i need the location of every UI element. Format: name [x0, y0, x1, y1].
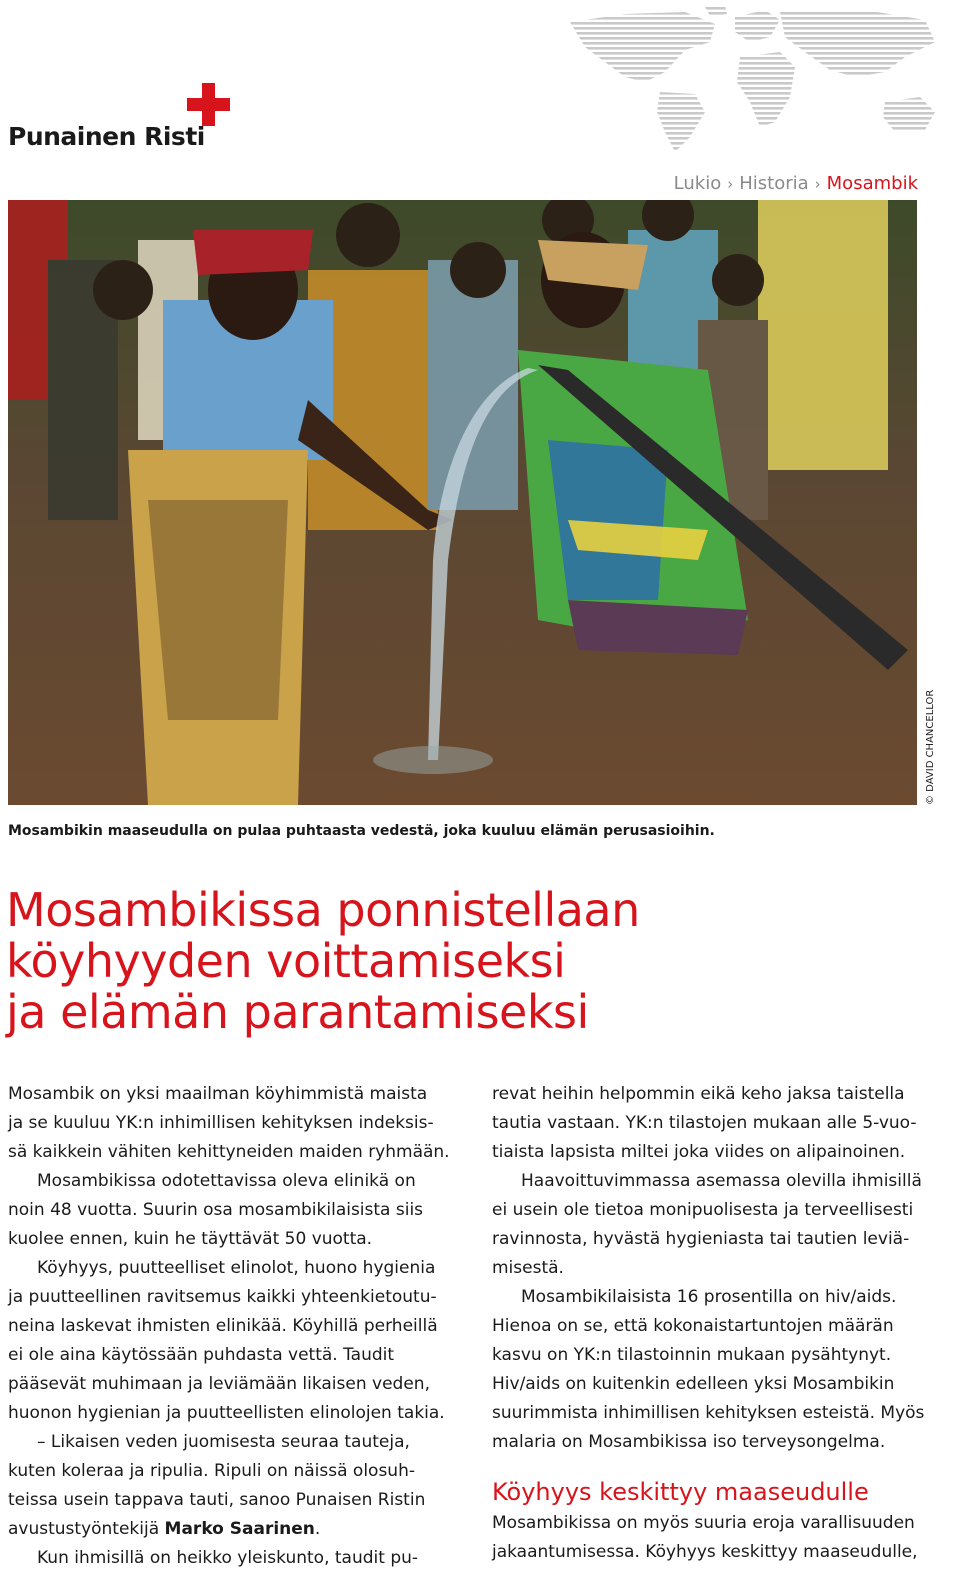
text-line: Kun ihmisillä on heikko yleiskunto, taudit pu-: [37, 1548, 419, 1568]
paragraph: [492, 1283, 925, 1457]
text-fragment: .: [314, 1519, 321, 1539]
text-line: – Likaisen veden juomisesta seuraa tauteja,: [37, 1432, 410, 1452]
text-line: Hiv/aids on kuitenkin edelleen yksi Mosambikin: [492, 1374, 895, 1394]
text-line: Hienoa on se, että kokonaistartuntojen määrän: [492, 1316, 894, 1336]
text-line: jakaantumisessa. Köyhyys keskittyy maaseudulle,: [492, 1542, 918, 1562]
text-line: pääsevät muhimaan ja leviämään likaisen veden,: [8, 1374, 430, 1394]
text-line: tautia vastaan. YK:n tilastojen mukaan alle 5-vuo-: [492, 1113, 917, 1133]
paragraph: [8, 1254, 448, 1428]
text-line: teissa usein tappava tauti, sanoo Punaisen Ristin: [8, 1490, 426, 1510]
text-line: revat heihin helpommin eikä keho jaksa taistella: [492, 1084, 905, 1104]
paragraph: [492, 1167, 922, 1283]
breadcrumb: [674, 173, 918, 194]
text-line: sä kaikkein vähiten kehittyneiden maiden ryhmään.: [8, 1142, 450, 1162]
red-cross-icon: [187, 83, 230, 126]
text-line: Mosambikissa on myös suuria eroja varallisuuden: [492, 1513, 915, 1533]
text-fragment: avustustyöntekijä: [8, 1519, 165, 1539]
breadcrumb-item-lukio[interactable]: Lukio: [673, 173, 722, 194]
paragraph: [492, 1080, 922, 1167]
text-line: kuolee ennen, kuin he täyttävät 50 vuotta.: [8, 1229, 373, 1249]
chevron-right-icon: ›: [727, 175, 734, 193]
text-line: Mosambik on yksi maailman köyhimmistä maista: [8, 1084, 428, 1104]
text-line: suurimmista inhimillisen kehityksen esteistä. Myös: [492, 1403, 925, 1423]
photo-illustration: [8, 200, 917, 805]
text-line: neina laskevat ihmisten elinikää. Köyhillä perheillä: [8, 1316, 438, 1336]
text-line: ravinnosta, hyvästä hygieniasta tai tautien leviä-: [492, 1229, 910, 1249]
article-column-left: [8, 1080, 448, 1573]
text-line: ja se kuuluu YK:n inhimillisen kehityksen indeksis-: [8, 1113, 434, 1133]
red-cross-logo[interactable]: [8, 80, 228, 155]
photo-caption: Mosambikin maaseudulla on pulaa puhtaasta vedestä, joka kuuluu elämän perusasioihin.: [8, 823, 715, 839]
person-name: Marko Saarinen: [164, 1519, 315, 1539]
chevron-right-icon: ›: [814, 175, 821, 193]
photo-credit: © DAVID CHANCELLOR: [925, 689, 936, 805]
text-line: ja puutteellinen ravitsemus kaikki yhteenkietoutu-: [8, 1287, 437, 1307]
text-line: Köyhyys, puutteelliset elinolot, huono hygienia: [37, 1258, 436, 1278]
text-line: kuten koleraa ja ripulia. Ripuli on näissä olosuh-: [8, 1461, 415, 1481]
text-line: malaria on Mosambikissa iso terveysongelma.: [492, 1432, 886, 1452]
text-line: Mosambikissa odotettavissa oleva elinikä on: [37, 1171, 416, 1191]
paragraph: [8, 1544, 448, 1573]
breadcrumb-item-historia[interactable]: Historia: [739, 173, 809, 194]
headline-line: ja elämän parantamiseksi: [6, 985, 589, 1039]
text-line: noin 48 vuotta. Suurin osa mosambikilaisista siis: [8, 1200, 424, 1220]
text-line: tiaista lapsista miltei joka viides on alipainoinen.: [492, 1142, 906, 1162]
text-line: huonon hygienian ja puutteellisten elinolojen takia.: [8, 1403, 445, 1423]
article-column-right: [492, 1080, 925, 1567]
paragraph: [8, 1167, 448, 1254]
text-line: misestä.: [492, 1258, 564, 1278]
text-line: [8, 1515, 448, 1544]
paragraph: [8, 1428, 448, 1544]
world-map-decoration: [565, 2, 950, 157]
headline-line: Mosambikissa ponnistellaan: [6, 883, 640, 937]
text-line: kasvu on YK:n tilastoinnin mukaan pysähtynyt.: [492, 1345, 892, 1365]
paragraph: [492, 1509, 922, 1567]
text-line: ei usein ole tietoa monipuolisesta ja terveellisesti: [492, 1200, 914, 1220]
headline-line: köyhyyden voittamiseksi: [6, 934, 566, 988]
text-line: ei ole aina käytössään puhdasta vettä. Taudit: [8, 1345, 395, 1365]
article-photo: [8, 200, 917, 805]
section-subheading: Köyhyys keskittyy maaseudulle: [492, 1478, 869, 1506]
breadcrumb-current: Mosambik: [826, 173, 918, 194]
paragraph: [8, 1080, 448, 1167]
text-line: Haavoittuvimmassa asemassa olevilla ihmisillä: [521, 1171, 922, 1191]
text-line: Mosambikilaisista 16 prosentilla on hiv/aids.: [521, 1287, 897, 1307]
logo-text: Punainen Risti: [8, 122, 205, 151]
article-headline: [6, 885, 906, 1038]
